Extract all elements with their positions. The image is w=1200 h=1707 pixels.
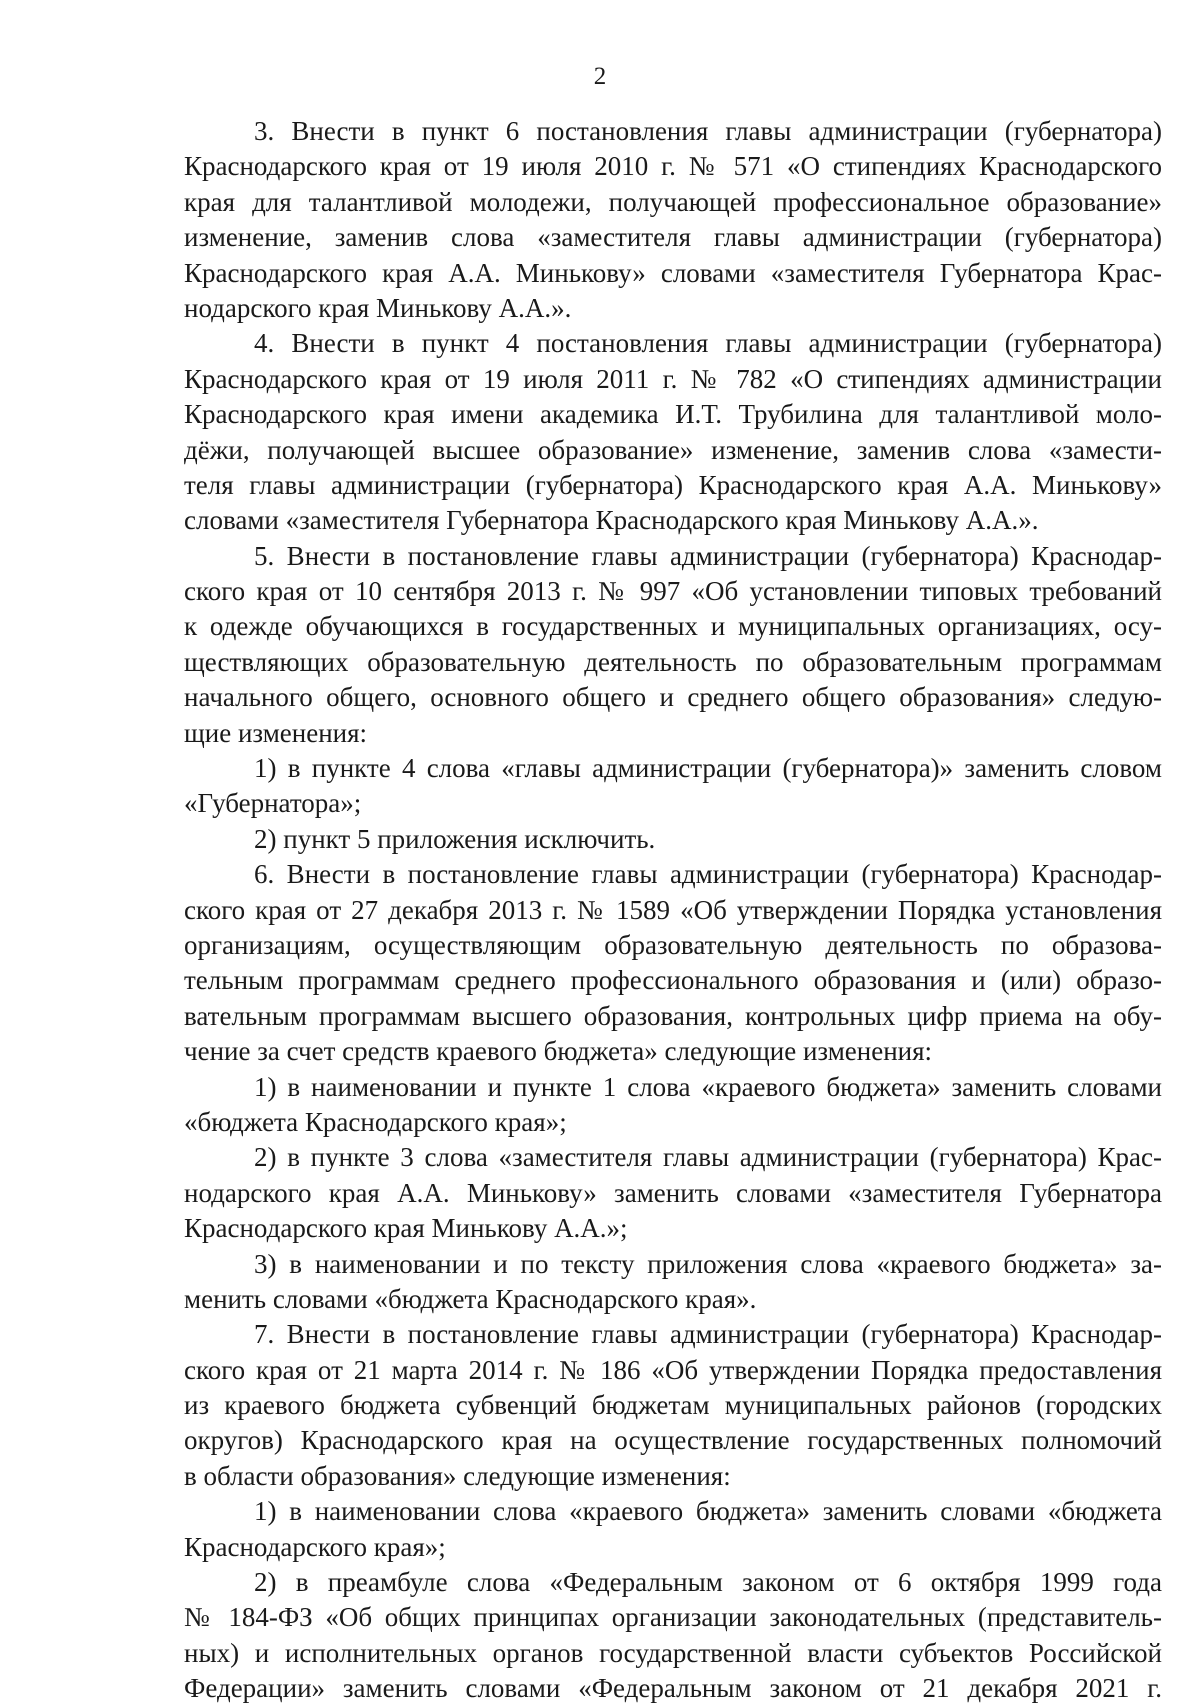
paragraph bbox=[184, 857, 1162, 1069]
text-line: вательным программам высшего образования, контрольных цифр приема на обу- bbox=[184, 1000, 1162, 1031]
text-line: Краснодарского края имени академика И.Т. Трубилина для талантливой моло- bbox=[184, 399, 1162, 430]
text-line: нодарского края А.А. Минькову» заменить словами «заместителя Губернатора bbox=[184, 1177, 1162, 1208]
paragraph bbox=[184, 751, 1162, 822]
text-line: изменение, заменив слова «заместителя главы администрации (губернатора) bbox=[184, 222, 1162, 253]
text-line: щие изменения: bbox=[184, 717, 368, 748]
text-line: Краснодарского края»; bbox=[184, 1531, 446, 1562]
text-line: организациям, осуществляющим образовательную деятельность по образова- bbox=[184, 929, 1162, 960]
text-line: начального общего, основного общего и среднего общего образования» следую- bbox=[184, 682, 1162, 713]
text-line: ществляющих образовательную деятельность по образовательным программам bbox=[184, 646, 1162, 677]
text-line: менить словами «бюджета Краснодарского края». bbox=[184, 1283, 757, 1314]
text-line: 4. Внести в пункт 4 постановления главы администрации (губернатора) bbox=[254, 328, 1162, 359]
text-line: Краснодарского края от 19 июля 2011 г. № 782 «О стипендиях администрации bbox=[184, 363, 1162, 394]
text-line: округов) Краснодарского края на осуществление государственных полномочий bbox=[184, 1425, 1162, 1456]
text-line: ского края от 10 сентября 2013 г. № 997 «Об установлении типовых требований bbox=[184, 576, 1162, 607]
text-line: 3) в наименовании и по тексту приложения слова «краевого бюджета» за- bbox=[254, 1248, 1162, 1279]
paragraph bbox=[184, 1140, 1162, 1246]
paragraph bbox=[184, 539, 1162, 751]
paragraph bbox=[184, 1070, 1162, 1141]
paragraph bbox=[184, 1317, 1162, 1494]
paragraph bbox=[184, 114, 1162, 326]
paragraph bbox=[184, 1247, 1162, 1318]
document-body bbox=[184, 114, 1162, 1707]
text-line: 6. Внести в постановление главы администрации (губернатора) Краснодар- bbox=[254, 859, 1162, 890]
page-number: 2 bbox=[593, 63, 607, 90]
text-line: теля главы администрации (губернатора) Краснодарского края А.А. Минькову» bbox=[184, 469, 1162, 500]
text-line: Федерации» заменить словами «Федеральным законом от 21 декабря 2021 г. bbox=[184, 1673, 1162, 1704]
text-line: 2) в пункте 3 слова «заместителя главы администрации (губернатора) Крас- bbox=[254, 1142, 1162, 1173]
paragraph bbox=[184, 1494, 1162, 1565]
paragraph bbox=[184, 1565, 1162, 1707]
text-line: 1) в наименовании слова «краевого бюджета» заменить словами «бюджета bbox=[254, 1496, 1162, 1527]
text-line: 2) в преамбуле слова «Федеральным законом от 6 октября 1999 года bbox=[254, 1567, 1162, 1598]
text-line: Краснодарского края Минькову А.А.»; bbox=[184, 1213, 628, 1244]
text-line: нодарского края Минькову А.А.». bbox=[184, 292, 572, 323]
text-line: «бюджета Краснодарского края»; bbox=[184, 1106, 567, 1137]
text-line: к одежде обучающихся в государственных и муниципальных организациях, осу- bbox=[184, 611, 1162, 642]
text-line: 2) пункт 5 приложения исключить. bbox=[254, 823, 656, 854]
paragraph bbox=[184, 822, 1162, 857]
text-line: 1) в наименовании и пункте 1 слова «краевого бюджета» заменить словами bbox=[254, 1071, 1162, 1102]
text-line: 3. Внести в пункт 6 постановления главы администрации (губернатора) bbox=[254, 116, 1162, 146]
text-line: 7. Внести в постановление главы администрации (губернатора) Краснодар- bbox=[254, 1319, 1162, 1350]
text-line: Краснодарского края от 19 июля 2010 г. № 571 «О стипендиях Краснодарского bbox=[184, 151, 1162, 182]
text-line: в области образования» следующие изменения: bbox=[184, 1460, 731, 1491]
text-line: края для талантливой молодежи, получающей профессиональное образование» bbox=[184, 186, 1162, 217]
text-line: ных) и исполнительных органов государственной власти субъектов Российской bbox=[184, 1637, 1162, 1668]
text-line: словами «заместителя Губернатора Краснодарского края Минькову А.А.». bbox=[184, 505, 1039, 536]
text-line: 5. Внести в постановление главы администрации (губернатора) Краснодар- bbox=[254, 540, 1162, 571]
text-line: из краевого бюджета субвенций бюджетам муниципальных районов (городских bbox=[184, 1390, 1162, 1421]
text-line: ского края от 21 марта 2014 г. № 186 «Об утверждении Порядка предоставления bbox=[184, 1354, 1162, 1385]
text-line: тельным программам среднего профессионального образования и (или) образо- bbox=[184, 965, 1162, 996]
paragraph bbox=[184, 326, 1162, 538]
text-line: «Губернатора»; bbox=[184, 788, 362, 819]
text-line: 1) в пункте 4 слова «главы администрации (губернатора)» заменить словом bbox=[254, 753, 1162, 784]
text-line: дёжи, получающей высшее образование» изменение, заменив слова «замести- bbox=[184, 434, 1162, 465]
text-line: чение за счет средств краевого бюджета» следующие изменения: bbox=[184, 1036, 933, 1067]
text-line: ского края от 27 декабря 2013 г. № 1589 «Об утверждении Порядка установления bbox=[184, 894, 1162, 925]
text-line: Краснодарского края А.А. Минькову» словами «заместителя Губернатора Крас- bbox=[184, 257, 1162, 288]
text-line: № 184-ФЗ «Об общих принципах организации законодательных (представитель- bbox=[184, 1602, 1162, 1633]
